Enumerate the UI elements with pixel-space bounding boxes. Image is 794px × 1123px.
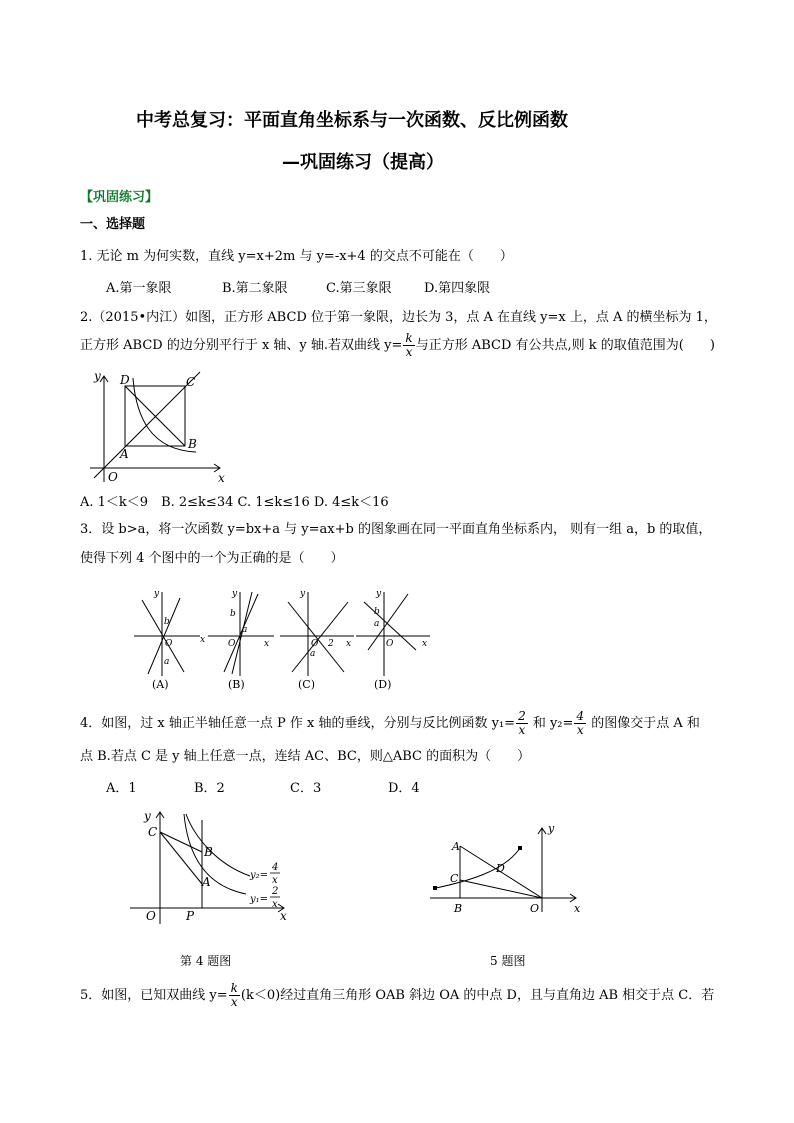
q3-caption-d: (D) [374, 678, 392, 691]
q5-frac-den: x [230, 995, 238, 1009]
q4-curve-y2 [186, 814, 250, 876]
q3a-label-o: O [165, 639, 173, 649]
section-tag: 【巩固练习】 [80, 190, 159, 205]
q5-label-o: O [530, 902, 540, 915]
q2-figure [80, 366, 240, 486]
q3-line1: 3．设 b>a，将一次函数 y=bx+a 与 y=ax+b 的图象画在同一平面直角坐标系内， 则有一组 a，b 的取值， [80, 522, 712, 537]
q4-option-d: D．4 [388, 781, 420, 796]
q4-label-y1: y₁= [250, 894, 269, 905]
q4-option-c: C．3 [290, 781, 322, 796]
q4-frac1 [516, 710, 528, 737]
q5-line1 [80, 982, 714, 1009]
q4-line1-b: 的图像交于点 A 和 [587, 716, 700, 731]
q4-y1-num: 2 [272, 886, 279, 897]
q5-label-x: x [574, 902, 581, 915]
q4-line1 [80, 710, 700, 737]
q4-label-o: O [146, 909, 156, 923]
q4-f2-num: 4 [576, 709, 585, 723]
q3-caption-a: (A) [152, 678, 169, 691]
q2-options: A. 1＜k＜9 B. 2≤k≤34 C. 1≤k≤16 D. 4≤k＜16 [80, 495, 389, 510]
q3-figures [128, 584, 438, 694]
q1-option-d: D.第四象限 [424, 281, 491, 296]
q1-option-b: B.第二象限 [222, 281, 288, 296]
q4-y2-num: 4 [272, 862, 279, 873]
q2-label-b: B [188, 437, 197, 451]
q2-hyperbola [133, 378, 196, 452]
q5-label-c: C [450, 872, 459, 885]
q5-line1-a: 5．如图，已知双曲线 y= [80, 988, 228, 1003]
q2-label-c: C [186, 375, 196, 389]
q3d-label-o: O [386, 639, 394, 649]
q4-frac2 [574, 710, 586, 737]
q4-y1-den: x [272, 899, 278, 910]
q4-option-a: A．1 [106, 781, 137, 796]
q3b-label-o: O [228, 639, 236, 649]
q4-label-p: P [186, 909, 195, 923]
q3c-label-a: a [310, 649, 316, 659]
q3a-label-a: a [164, 657, 170, 667]
q4-line2: 点 B.若点 C 是 y 轴上任意一点，连结 AC、BC，则△ABC 的面积为（ ） [80, 749, 531, 764]
q3a-label-x: x [200, 635, 206, 645]
q4-f1-den: x [518, 723, 526, 737]
q2-diagonal [125, 386, 185, 446]
q1-text: 1. 无论 m 为何实数，直线 y=x+2m 与 y=-x+4 的交点不可能在（ ） [80, 249, 513, 264]
q5-fraction [229, 982, 240, 1009]
q2-line-y-eq-x [94, 372, 200, 478]
q3d-label-a: a [374, 619, 380, 629]
q1-option-c: C.第三象限 [326, 281, 392, 296]
q3a-label-y: y [154, 589, 160, 599]
q3d-label-y: y [376, 589, 382, 599]
q2-label-x: x [218, 471, 225, 485]
q3-caption-b: (B) [228, 678, 245, 691]
q3c-label-2: 2 [328, 639, 334, 649]
q5-label-y: y [548, 822, 555, 835]
q3c-label-x: x [346, 639, 352, 649]
q4-y2-den: x [272, 875, 278, 886]
q5-frac-num: k [230, 981, 238, 995]
q2-label-y: y [94, 369, 101, 383]
q2-label-d: D [120, 373, 130, 387]
q4-f2-den: x [576, 723, 584, 737]
q3b-label-y: y [232, 589, 238, 599]
q4-line1-mid: 和 y₂= [528, 716, 574, 731]
q4-f1-num: 2 [518, 709, 526, 723]
q2-frac-den: x [405, 345, 413, 359]
q2-line2 [80, 332, 715, 359]
q3b-label-x: x [264, 639, 270, 649]
q4-label-b: B [204, 845, 213, 859]
q5-hyperbola [436, 848, 520, 888]
q3c-line1 [288, 602, 344, 672]
q2-fraction [403, 332, 414, 359]
q2-line1: 2.（2015•内江）如图，正方形 ABCD 位于第一象限，边长为 3，点 A 在直线 y=x 上，点 A 的横坐标为 1， [80, 310, 717, 325]
q3-line2: 使得下列 4 个图中的一个为正确的是（ ） [80, 551, 344, 566]
q2-line2-a: 正方形 ABCD 的边分别平行于 x 轴、y 轴.若双曲线 y= [80, 338, 403, 353]
page-title: 中考总复习：平面直角坐标系与一次函数、反比例函数 [136, 110, 568, 131]
q3c-label-y: y [300, 589, 306, 599]
part1-heading: 一、选择题 [80, 217, 146, 232]
q5-curve-end-left [433, 886, 437, 890]
q3a-label-b: b [164, 617, 170, 627]
page-subtitle: —巩固练习（提高） [282, 152, 444, 173]
q4-label-y: y [144, 809, 151, 823]
q2-line2-b: 与正方形 ABCD 有公共点,则 k 的取值范围为( ) [415, 338, 715, 353]
q2-label-o: O [108, 470, 118, 484]
q3b-label-b: b [230, 609, 236, 619]
q5-label-a: A [452, 840, 460, 853]
q4-label-x: x [280, 909, 287, 923]
q3b-label-a: a [242, 625, 248, 635]
q4-label-a: A [202, 875, 211, 889]
q4-option-b: B．2 [194, 781, 225, 796]
q3d-label-x: x [422, 639, 428, 649]
q3d-label-b: b [374, 607, 380, 617]
q3b-line1 [224, 594, 258, 672]
q4-figure [126, 806, 296, 926]
q5-caption: 5 题图 [490, 954, 526, 968]
q2-label-a: A [120, 447, 129, 461]
q5-figure [424, 820, 594, 920]
q5-line1-b: (k＜0)经过直角三角形 OAB 斜边 OA 的中点 D，且与直角边 AB 相交于点 C．若 [240, 988, 715, 1003]
q5-segment-oc [460, 880, 542, 898]
q2-frac-num: k [405, 331, 413, 345]
q4-label-y2: y₂= [250, 870, 269, 881]
q4-line1-a: 4．如图，过 x 轴正半轴任意一点 P 作 x 轴的垂线，分别与反比例函数 y₁= [80, 716, 516, 731]
q4-segment-cb [160, 832, 202, 852]
q1-option-a: A.第一象限 [106, 281, 172, 296]
q4-curve-y1 [184, 814, 246, 894]
q4-caption: 第 4 题图 [180, 954, 232, 968]
q3c-label-o: O [311, 639, 319, 649]
q4-label-c: C [148, 825, 158, 839]
q3-caption-c: (C) [298, 678, 315, 691]
q3c-line2 [292, 602, 348, 672]
q5-label-b: B [454, 902, 463, 915]
q5-label-d: D [496, 862, 505, 875]
q5-curve-end-right [518, 846, 522, 850]
